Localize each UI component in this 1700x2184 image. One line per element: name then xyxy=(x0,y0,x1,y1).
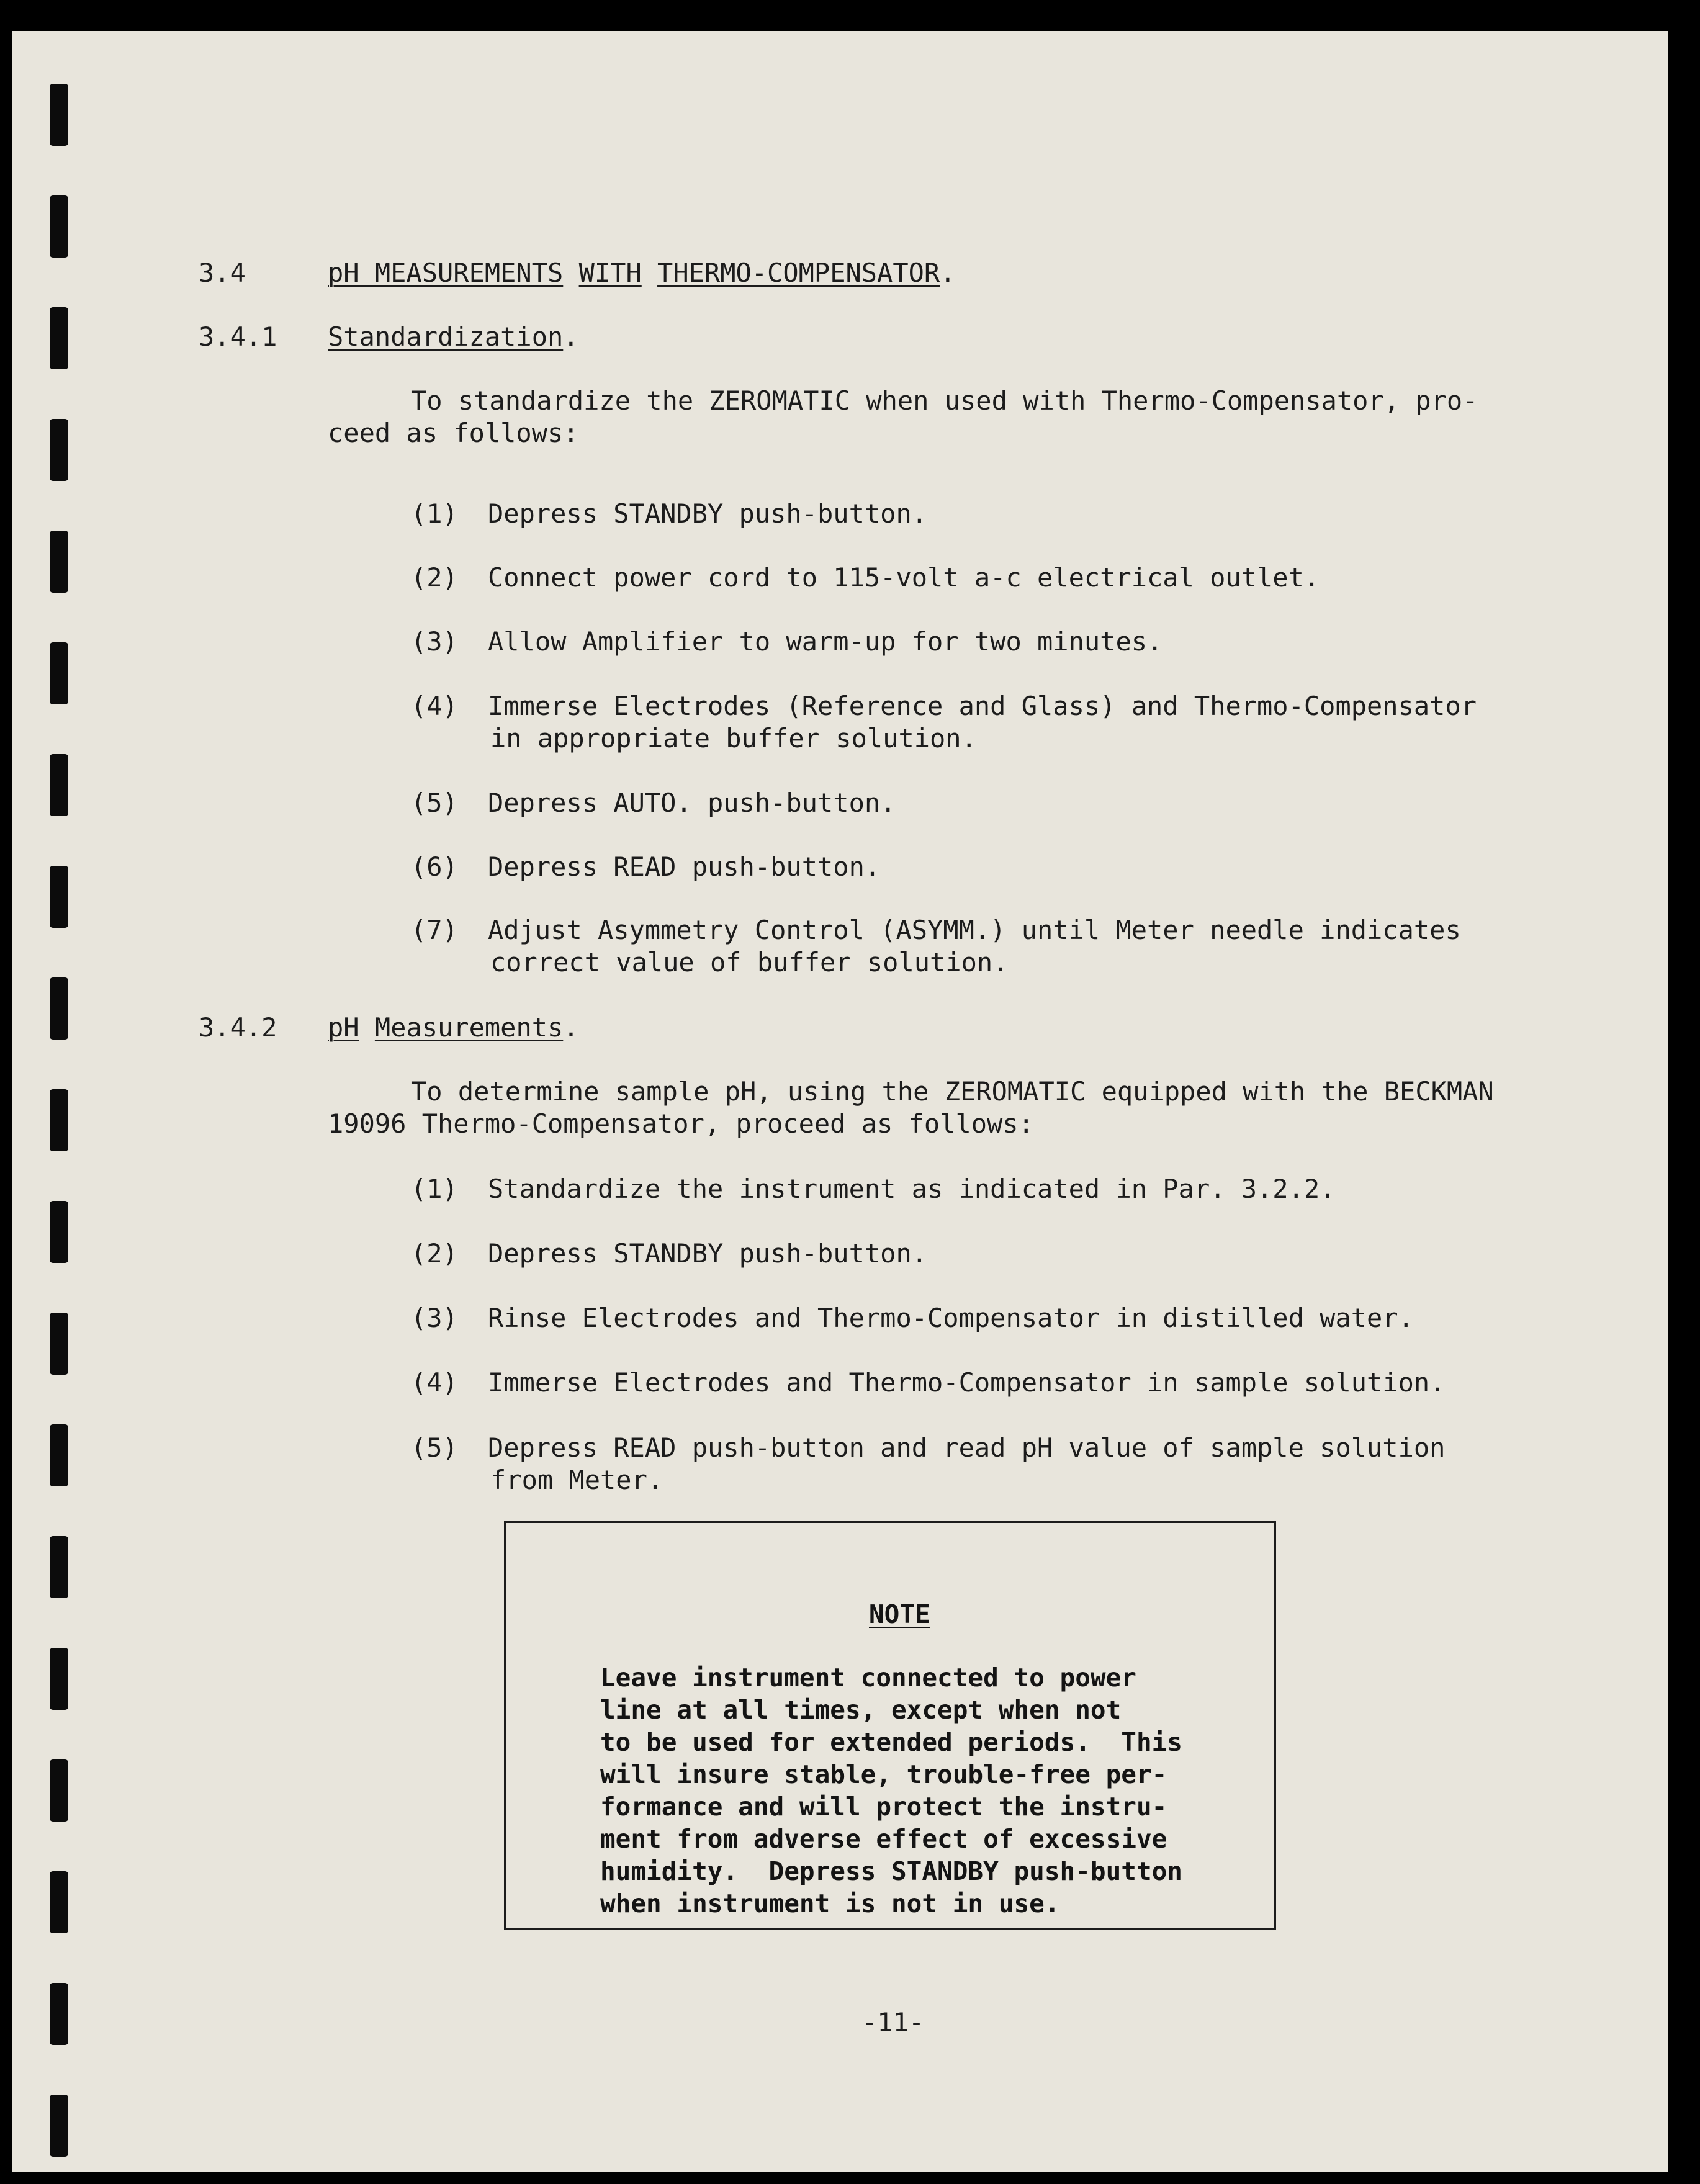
note-line: formance and will protect the instru- xyxy=(600,1792,1167,1822)
subsection-title: pH Measurements. xyxy=(328,1012,579,1043)
step-text: in appropriate buffer solution. xyxy=(490,723,977,753)
binder-hole xyxy=(50,531,68,593)
step-text: Immerse Electrodes and Thermo-Compensator in sample solution. xyxy=(488,1367,1446,1398)
binder-hole xyxy=(50,1759,68,1822)
step-number: (7) xyxy=(411,915,458,945)
page-number: -11- xyxy=(861,2007,925,2038)
step-number: (1) xyxy=(411,498,458,529)
step-number: (3) xyxy=(411,626,458,657)
note-line: line at all times, except when not xyxy=(600,1695,1122,1725)
paragraph-line: 19096 Thermo-Compensator, proceed as follows: xyxy=(328,1108,1034,1139)
binder-hole xyxy=(50,1983,68,2045)
step-text: Depress READ push-button. xyxy=(488,852,881,882)
note-line: to be used for extended periods. This xyxy=(600,1727,1182,1757)
step-text: from Meter. xyxy=(490,1465,663,1495)
step-text: Depress STANDBY push-button. xyxy=(488,498,928,529)
step-text: Depress AUTO. push-button. xyxy=(488,788,896,818)
step-text: Allow Amplifier to warm-up for two minutes. xyxy=(488,626,1163,657)
step-text: Adjust Asymmetry Control (ASYMM.) until Meter needle indicates xyxy=(488,915,1461,945)
step-number: (3) xyxy=(411,1303,458,1333)
note-line: ment from adverse effect of excessive xyxy=(600,1824,1167,1854)
binder-hole xyxy=(50,1536,68,1598)
section-title: pH MEASUREMENTS WITH THERMO-COMPENSATOR. xyxy=(328,258,956,288)
binder-hole xyxy=(50,754,68,816)
step-number: (2) xyxy=(411,562,458,593)
step-text: Depress READ push-button and read pH value of sample solution xyxy=(488,1432,1446,1463)
paragraph-line: ceed as follows: xyxy=(328,418,579,448)
step-number: (5) xyxy=(411,1432,458,1463)
paragraph-line: To determine sample pH, using the ZEROMATIC equipped with the BECKMAN xyxy=(411,1076,1494,1107)
binder-hole xyxy=(50,419,68,481)
binder-hole xyxy=(50,2095,68,2157)
section-number: 3.4 xyxy=(199,258,246,288)
step-number: (2) xyxy=(411,1238,458,1269)
note-line: humidity. Depress STANDBY push-button xyxy=(600,1856,1182,1886)
binder-hole xyxy=(50,1089,68,1151)
binder-hole xyxy=(50,977,68,1040)
binder-hole xyxy=(50,1424,68,1486)
note-line: when instrument is not in use. xyxy=(600,1889,1060,1918)
step-text: Standardize the instrument as indicated in Par. 3.2.2. xyxy=(488,1174,1336,1204)
subsection-number: 3.4.2 xyxy=(199,1012,277,1043)
step-text: Connect power cord to 115-volt a-c electrical outlet. xyxy=(488,562,1320,593)
binder-hole xyxy=(50,1201,68,1263)
step-number: (6) xyxy=(411,852,458,882)
step-text: Immerse Electrodes (Reference and Glass) and Thermo-Compensator xyxy=(488,691,1477,721)
note-line: will insure stable, trouble-free per- xyxy=(600,1759,1167,1789)
binder-hole xyxy=(50,866,68,928)
paragraph-line: To standardize the ZEROMATIC when used with Thermo-Compensator, pro- xyxy=(411,385,1478,416)
subsection-title: Standardization. xyxy=(328,321,579,352)
binder-hole xyxy=(50,1871,68,1933)
binder-hole xyxy=(50,1313,68,1375)
step-number: (4) xyxy=(411,691,458,721)
step-number: (1) xyxy=(411,1174,458,1204)
binder-hole xyxy=(50,642,68,704)
note-title: NOTE xyxy=(869,1599,930,1629)
note-line: Leave instrument connected to power xyxy=(600,1663,1136,1692)
binder-hole xyxy=(50,195,68,258)
step-number: (4) xyxy=(411,1367,458,1398)
step-number: (5) xyxy=(411,788,458,818)
step-text: Rinse Electrodes and Thermo-Compensator in distilled water. xyxy=(488,1303,1414,1333)
binder-hole xyxy=(50,1648,68,1710)
step-text: correct value of buffer solution. xyxy=(490,947,1009,977)
step-text: Depress STANDBY push-button. xyxy=(488,1238,928,1269)
binder-hole xyxy=(50,84,68,146)
subsection-number: 3.4.1 xyxy=(199,321,277,352)
binder-hole xyxy=(50,307,68,369)
